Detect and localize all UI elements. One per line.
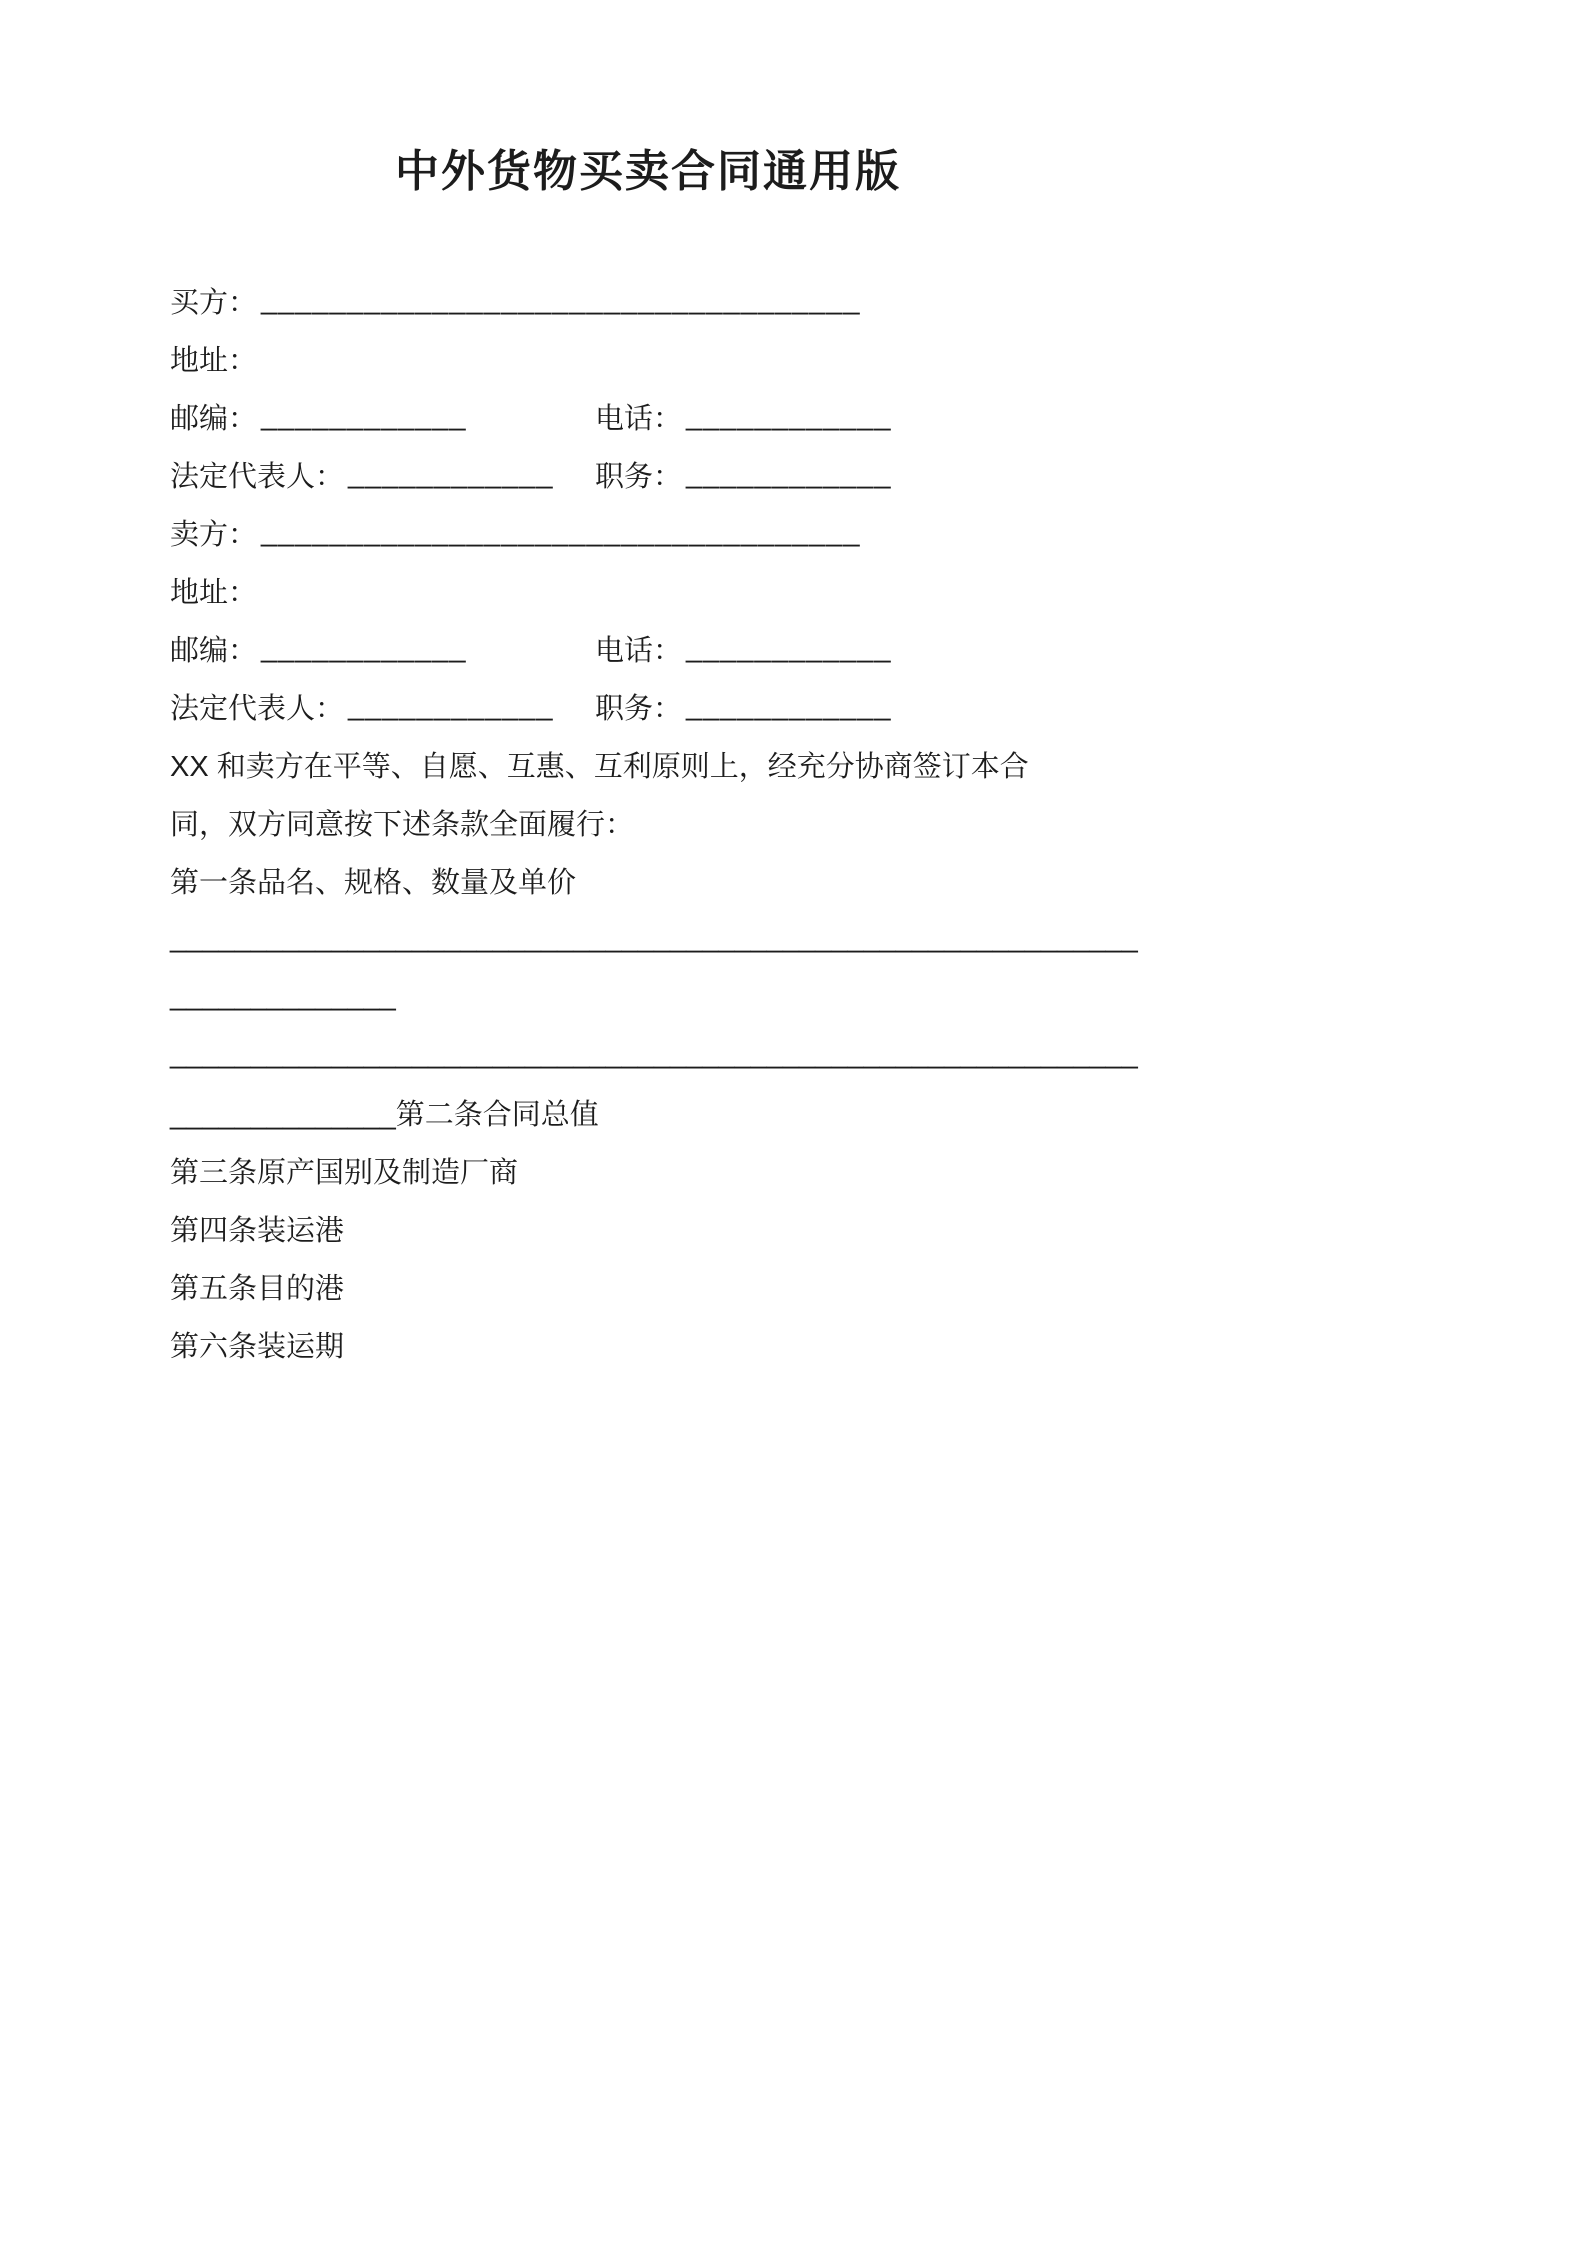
- article-2-text: ______________第二条合同总值: [170, 1098, 599, 1131]
- blank-fill-text-2: ______________: [170, 979, 396, 1012]
- blank-fill-line-3: [170, 1025, 1138, 1083]
- buyer-rep-position-row: [170, 445, 1126, 503]
- seller-address-label: 地址：: [170, 576, 258, 609]
- article-6-heading: [170, 1315, 1126, 1373]
- buyer-position-cell: [595, 454, 892, 495]
- article-4-text: 第四条装运港: [170, 1214, 345, 1247]
- buyer-postcode-cell: [170, 396, 595, 437]
- buyer-postcode-phone-row: [170, 387, 1126, 445]
- seller-rep-position-row: [170, 677, 1126, 735]
- buyer-name-row: [170, 271, 1126, 329]
- article-1-heading: [170, 851, 1126, 909]
- blank-fill-text-1: ____________________________________________________________: [170, 921, 1138, 954]
- buyer-phone-fill-line: ____________: [686, 399, 892, 432]
- buyer-name-label: 买方：: [170, 286, 258, 319]
- preamble-line-2: [170, 793, 1126, 851]
- article-5-heading: [170, 1257, 1126, 1315]
- article-3-text: 第三条原产国别及制造厂商: [170, 1156, 519, 1189]
- preamble-text-2: 同，双方同意按下述条款全面履行：: [170, 808, 635, 841]
- seller-postcode-label: 邮编：: [170, 634, 258, 667]
- buyer-postcode-label: 邮编：: [170, 402, 258, 435]
- article-3-heading: [170, 1141, 1126, 1199]
- buyer-rep-cell: [170, 454, 595, 495]
- article-4-heading: [170, 1199, 1126, 1257]
- seller-legal-rep-fill-line: ____________: [348, 689, 554, 722]
- buyer-name-fill-line: ___________________________________: [261, 283, 861, 316]
- seller-position-label: 职务：: [595, 692, 683, 725]
- seller-legal-rep-label: 法定代表人：: [170, 692, 345, 725]
- seller-address-row: [170, 561, 1126, 619]
- seller-name-label: 卖方：: [170, 518, 258, 551]
- seller-rep-cell: [170, 686, 595, 727]
- article-5-text: 第五条目的港: [170, 1272, 345, 1305]
- contract-body: [170, 271, 1138, 1373]
- buyer-position-fill-line: ____________: [686, 457, 892, 490]
- buyer-legal-rep-label: 法定代表人：: [170, 460, 345, 493]
- preamble-line-1: [170, 735, 1126, 793]
- seller-position-fill-line: ____________: [686, 689, 892, 722]
- document-title: 中外货物买卖合同通用版: [395, 147, 901, 196]
- buyer-position-label: 职务：: [595, 460, 683, 493]
- article-6-text: 第六条装运期: [170, 1330, 345, 1363]
- article-1-text: 第一条品名、规格、数量及单价: [170, 866, 577, 899]
- seller-name-row: [170, 503, 1126, 561]
- buyer-address-label: 地址：: [170, 344, 258, 377]
- seller-phone-fill-line: ____________: [686, 631, 892, 664]
- seller-postcode-fill-line: ____________: [261, 631, 467, 664]
- seller-phone-cell: [595, 628, 892, 669]
- seller-postcode-cell: [170, 628, 595, 669]
- seller-position-cell: [595, 686, 892, 727]
- buyer-phone-cell: [595, 396, 892, 437]
- blank-fill-line-2: [170, 967, 1126, 1025]
- blank-fill-text-3: ____________________________________________________________: [170, 1037, 1138, 1070]
- article-2-heading: [170, 1083, 1126, 1141]
- seller-name-fill-line: ___________________________________: [261, 515, 861, 548]
- seller-phone-label: 电话：: [595, 634, 683, 667]
- buyer-phone-label: 电话：: [595, 402, 683, 435]
- buyer-address-row: [170, 329, 1126, 387]
- blank-fill-line-1: [170, 909, 1138, 967]
- seller-postcode-phone-row: [170, 619, 1126, 677]
- buyer-postcode-fill-line: ____________: [261, 399, 467, 432]
- preamble-text-1: XX 和卖方在平等、自愿、互惠、互利原则上，经充分协商签订本合: [170, 750, 1029, 783]
- buyer-legal-rep-fill-line: ____________: [348, 457, 554, 490]
